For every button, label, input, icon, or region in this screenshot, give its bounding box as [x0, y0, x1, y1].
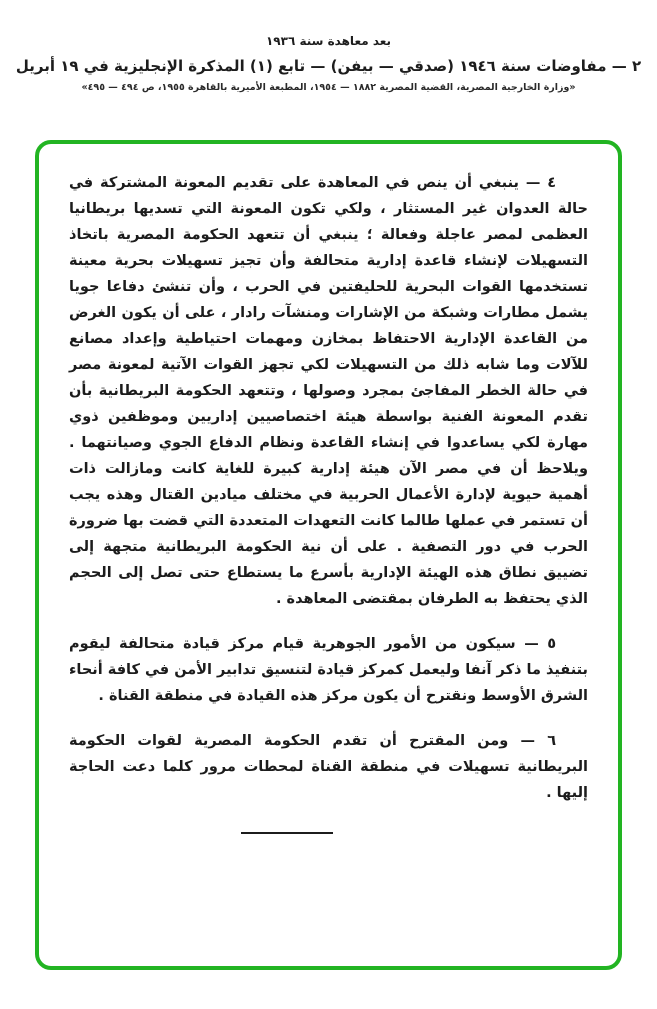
document-frame	[35, 140, 622, 970]
source-note: «وزارة الخارجية المصرية، القضية المصرية ١٨٨٢ — ١٩٥٤، المطبعة الأميرية بالقاهرة ١٩٥٥، ص ٤٩٤ — ٤٩٥»	[81, 82, 576, 93]
end-divider	[241, 832, 333, 834]
header-title: ٢ — مفاوضات سنة ١٩٤٦ (صدقي — بيفن) — تابع (١) المذكرة الإنجليزية في ١٩ أبريل	[15, 57, 642, 75]
header-context-line: بعد معاهدة سنة ١٩٣٦	[265, 34, 392, 48]
body-text	[69, 170, 588, 834]
page-header	[0, 0, 657, 93]
paragraph-5: ٥ — سيكون من الأمور الجوهرية قيام مركز قيادة متحالفة ليقوم بتنفيذ ما ذكر آنفا وليعمل كمركز قيادة لتنسيق تدابير الأمن في كافة أنحاء الشرق الأوسط ونقترح أن يكون مركز هذه القيادة في منطقة القناة .	[69, 636, 588, 704]
paragraph-6: ٦ — ومن المقترح أن تقدم الحكومة المصرية لقوات الحكومة البريطانية تسهيلات في منطقة القناة لمحطات مرور كلما دعت الحاجة إليها .	[69, 733, 588, 801]
paragraph-4: ٤ — ينبغي أن ينص في المعاهدة على تقديم المعونة المشتركة في حالة العدوان غير المستثار ، ولكي تكون المعونة التي تسديها بريطانيا العظمى لمصر عاجلة وفعالة ؛ ينبغي أن تتعهد الحكومة المصرية باتخاذ التسهيلات لإنشاء قاعدة إدارية متحالفة وأن تجيز تسهيلات بحرية معينة تستخدمها القوات البحرية للحليفتين في الحرب ، وأن تنشئ دفاعا جويا يشمل مطارات وشبكة من الإشارات ومنشآت رادار ، على أن يكون الغرض من القاعدة الإدارية الاحتفاظ بمخازن ومهمات احتياطية وإعداد مصانع للآلات وما شابه ذلك من التسهيلات لكي تجهز القوات الآتية لمعونة مصر في حالة الخطر المفاجئ بمجرد وصولها ، وتتعهد الحكومة البريطانية بأن تقدم المعونة الفنية بواسطة هيئة اختصاصيين إداريين وموظفين ذوي مهارة لكي يساعدوا في إنشاء القاعدة ونظام الدفاع الجوي وصيانتهما . ويلاحظ أن في مصر الآن هيئة إدارية كبيرة للغاية كانت ومازالت ذات أهمية حيوية لإدارة الأعمال الحربية في مختلف ميادين القتال وهذه يجب أن تستمر في عملها طالما كانت التعهدات المتعددة التي قضت بها ضرورة الحرب في دور التصفية . على أن نية الحكومة البريطانية متجهة إلى تضييق نطاق هذه الهيئة الإدارية بأسرع ما يستطاع حتى تصل إلى الحجم الذي يحتفظ به الطرفان بمقتضى المعاهدة .	[69, 175, 588, 607]
